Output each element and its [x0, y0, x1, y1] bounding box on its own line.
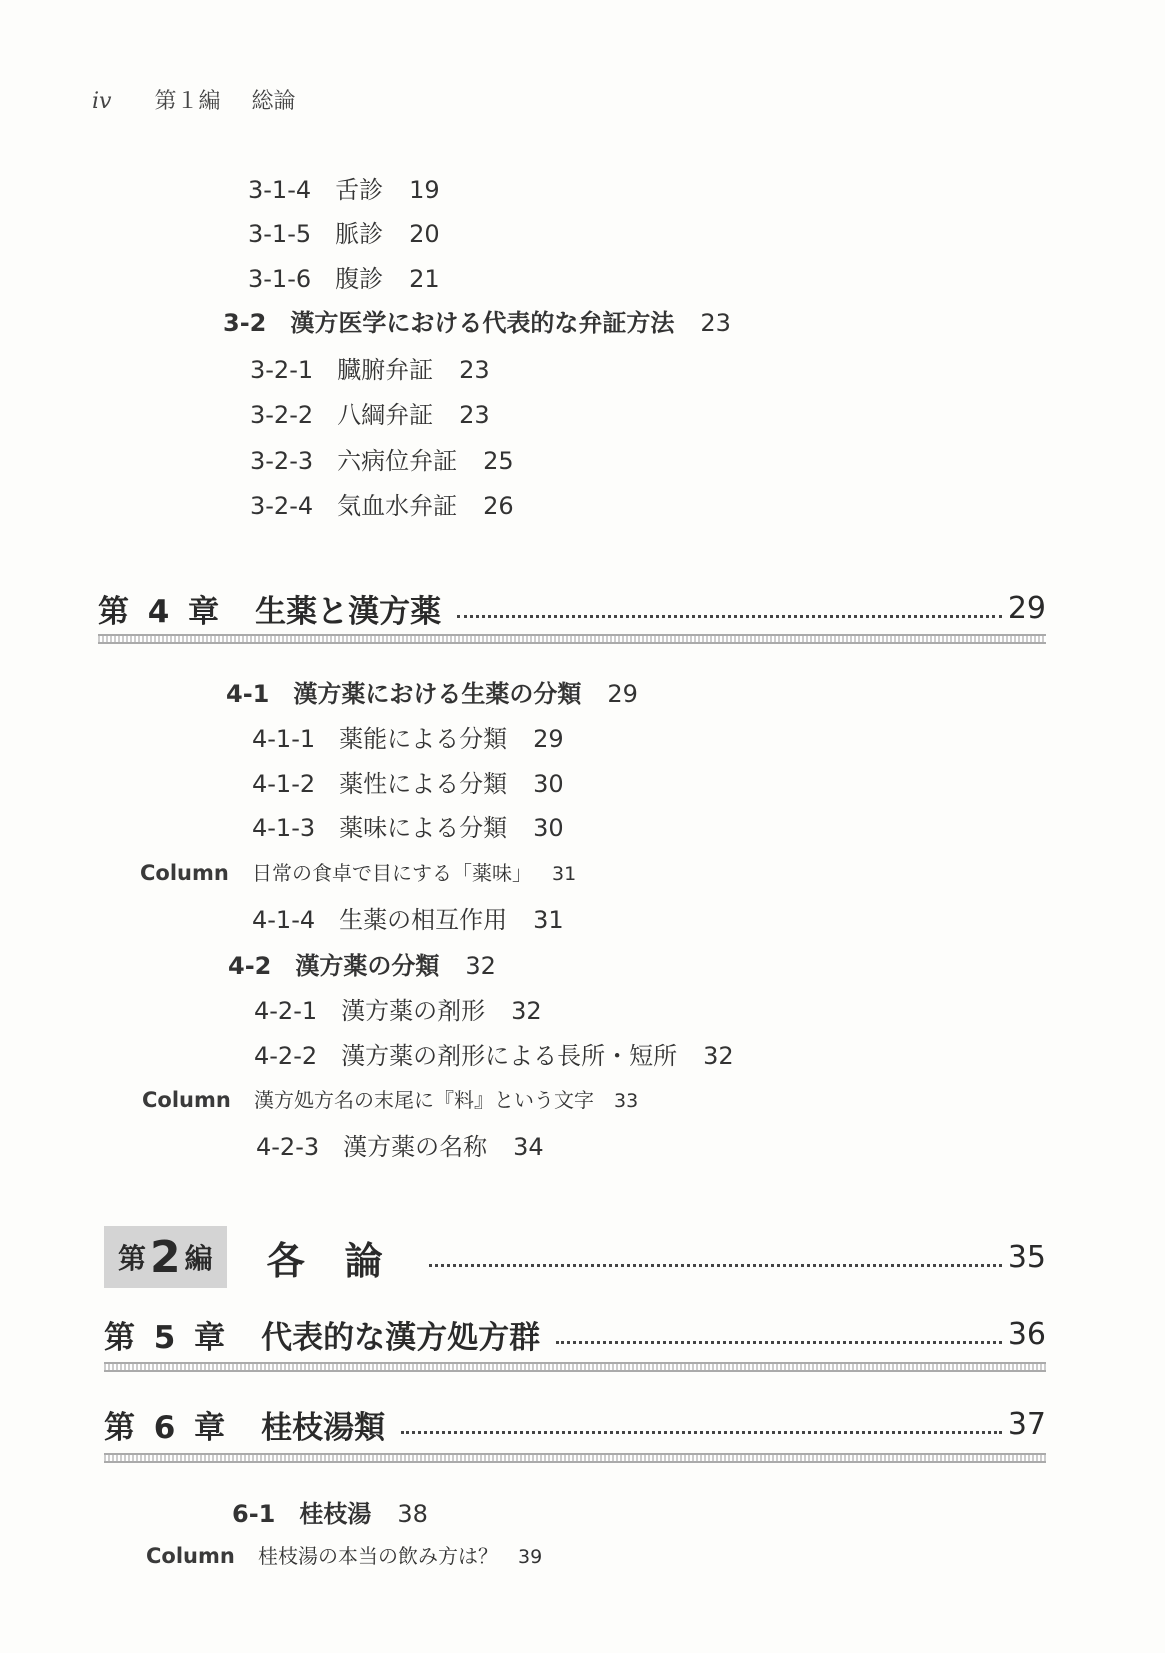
toc-section-entry[interactable] [228, 946, 496, 981]
entry-page: 20 [409, 220, 440, 248]
column-label: Column [146, 1544, 235, 1568]
entry-title: 漢方薬における生薬の分類 [293, 680, 582, 708]
running-part: 第１編 [154, 89, 221, 114]
chapter-title: 代表的な漢方処方群 [261, 1319, 541, 1356]
toc-entry[interactable] [248, 214, 440, 249]
dot-leader [556, 1341, 1002, 1344]
dot-leader [457, 615, 1002, 618]
part-number: 2 [150, 1231, 181, 1283]
column-entry[interactable] [142, 1084, 638, 1113]
chapter-label: 第 4 章 [98, 593, 224, 630]
entry-number: 4-2-3 [256, 1133, 320, 1161]
chapter-title: 桂枝湯類 [261, 1409, 386, 1446]
toc-entry[interactable] [254, 991, 542, 1026]
entry-page: 31 [552, 863, 577, 885]
entry-title: 薬能による分類 [339, 725, 508, 753]
entry-page: 38 [397, 1500, 428, 1528]
chapter-page: 29 [1007, 590, 1046, 626]
entry-title: 漢方薬の分類 [295, 952, 440, 980]
entry-page: 32 [511, 997, 542, 1025]
column-entry[interactable] [146, 1540, 542, 1569]
dot-leader [401, 1431, 1002, 1434]
entry-number: 3-2-1 [250, 356, 314, 384]
entry-page: 29 [533, 725, 564, 753]
column-label: Column [140, 861, 229, 885]
chapter-label: 第 6 章 [104, 1409, 230, 1446]
entry-title: 漢方薬の剤形による長所・短所 [341, 1042, 678, 1070]
entry-page: 34 [513, 1133, 544, 1161]
entry-page: 32 [703, 1042, 734, 1070]
toc-entry[interactable] [250, 350, 490, 385]
part-label-pre: 第 [118, 1242, 147, 1275]
chapter-rule [104, 1362, 1046, 1372]
entry-page: 23 [459, 401, 490, 429]
toc-entry[interactable] [248, 170, 440, 205]
part-title: 各論 [266, 1238, 423, 1283]
toc-section-entry[interactable] [223, 303, 731, 338]
entry-number: 3-2-4 [250, 492, 314, 520]
entry-page: 30 [533, 770, 564, 798]
entry-title: 腹診 [335, 265, 384, 293]
column-entry[interactable] [140, 857, 576, 886]
entry-page: 21 [409, 265, 440, 293]
entry-title: 漢方医学における代表的な弁証方法 [290, 309, 675, 337]
toc-entry[interactable] [256, 1127, 544, 1162]
entry-page: 31 [533, 906, 564, 934]
toc-entry[interactable] [250, 395, 490, 430]
page-number: iv [92, 89, 112, 114]
entry-page: 23 [700, 309, 731, 337]
entry-title: 臓腑弁証 [337, 356, 434, 384]
entry-number: 4-2-2 [254, 1042, 318, 1070]
toc-entry[interactable] [252, 808, 564, 843]
dot-leader [429, 1264, 1002, 1267]
entry-number: 6-1 [232, 1500, 276, 1528]
entry-number: 3-2 [223, 309, 267, 337]
entry-title: 桂枝湯 [299, 1500, 372, 1528]
entry-title: 脈診 [335, 220, 384, 248]
entry-title: 日常の食卓で目にする「薬味」 [252, 861, 532, 885]
chapter-label: 第 5 章 [104, 1319, 230, 1356]
toc-entry[interactable] [252, 719, 564, 754]
entry-number: 3-1-6 [248, 265, 312, 293]
entry-page: 23 [459, 356, 490, 384]
page-header [92, 84, 296, 115]
entry-number: 3-2-2 [250, 401, 314, 429]
part-2-heading[interactable] [104, 1226, 1046, 1288]
entry-page: 32 [465, 952, 496, 980]
entry-page: 39 [518, 1546, 543, 1568]
entry-number: 4-1-2 [252, 770, 316, 798]
entry-page: 26 [483, 492, 514, 520]
entry-title: 漢方薬の剤形 [341, 997, 486, 1025]
toc-entry[interactable] [252, 764, 564, 799]
entry-page: 30 [533, 814, 564, 842]
entry-title: 桂枝湯の本当の飲み方は？ [258, 1544, 498, 1568]
entry-title: 生薬の相互作用 [339, 906, 508, 934]
entry-number: 4-2 [228, 952, 272, 980]
toc-section-entry[interactable] [226, 674, 638, 709]
toc-section-entry[interactable] [232, 1494, 428, 1529]
toc-entry[interactable] [252, 900, 564, 935]
entry-title: 薬性による分類 [339, 770, 508, 798]
part-label-post: 編 [184, 1242, 213, 1275]
entry-number: 4-1 [226, 680, 270, 708]
entry-page: 29 [607, 680, 638, 708]
entry-title: 気血水弁証 [337, 492, 458, 520]
part-page: 35 [1007, 1239, 1046, 1275]
entry-page: 19 [409, 176, 440, 204]
entry-title: 漢方薬の名称 [343, 1133, 488, 1161]
entry-number: 3-2-3 [250, 447, 314, 475]
entry-title: 八綱弁証 [337, 401, 434, 429]
entry-title: 六病位弁証 [337, 447, 458, 475]
chapter-5-heading[interactable] [104, 1312, 1046, 1356]
entry-page: 33 [614, 1090, 639, 1112]
entry-number: 4-1-1 [252, 725, 316, 753]
entry-number: 4-1-4 [252, 906, 316, 934]
chapter-page: 36 [1007, 1316, 1046, 1352]
entry-number: 4-2-1 [254, 997, 318, 1025]
toc-entry[interactable] [248, 259, 440, 294]
entry-page: 25 [483, 447, 514, 475]
toc-entry[interactable] [250, 441, 514, 476]
chapter-4-heading[interactable] [98, 586, 1046, 630]
part-label-box [104, 1226, 227, 1288]
chapter-page: 37 [1007, 1406, 1046, 1442]
entry-number: 3-1-4 [248, 176, 312, 204]
entry-number: 4-1-3 [252, 814, 316, 842]
chapter-title: 生薬と漢方薬 [255, 593, 442, 630]
entry-title: 舌診 [335, 176, 384, 204]
entry-title: 漢方処方名の末尾に『料』という文字 [254, 1088, 594, 1112]
chapter-6-heading[interactable] [104, 1402, 1046, 1446]
running-part-title: 総論 [251, 89, 296, 114]
entry-title: 薬味による分類 [339, 814, 508, 842]
chapter-rule [104, 1453, 1046, 1463]
column-label: Column [142, 1088, 231, 1112]
toc-entry[interactable] [254, 1036, 734, 1071]
toc-entry[interactable] [250, 486, 514, 521]
chapter-rule [98, 634, 1046, 644]
entry-number: 3-1-5 [248, 220, 312, 248]
